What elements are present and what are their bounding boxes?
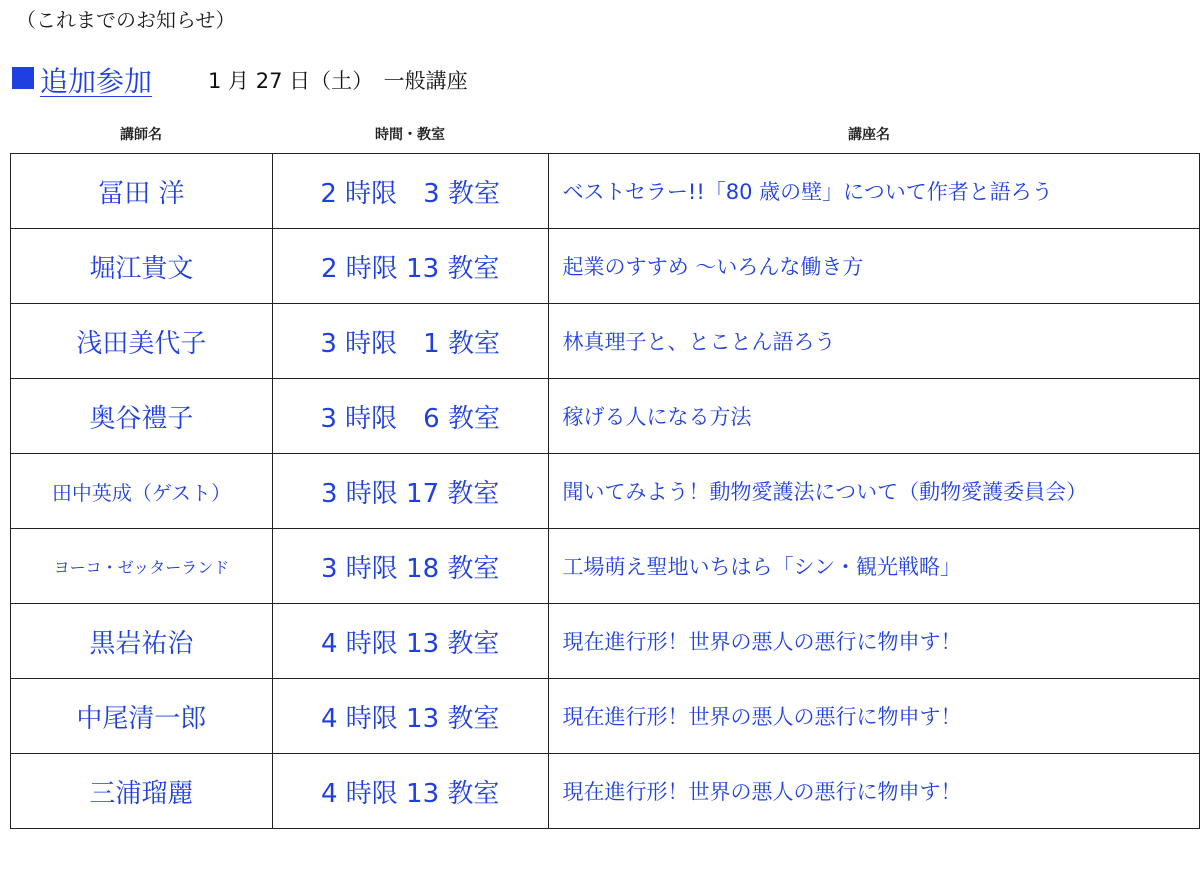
event-date-title: 1 月 27 日（土） 一般講座 [208,69,468,93]
table-row [11,529,1200,604]
table-row [11,379,1200,454]
section-heading [12,60,468,100]
blue-square-icon [12,67,34,89]
time-room-cell: 4 時限 13 教室 [272,754,548,829]
time-room-cell: 3 時限 6 教室 [272,379,548,454]
lecturer-cell: 浅田美代子 [11,304,273,379]
table-row [11,754,1200,829]
time-room-cell: 4 時限 13 教室 [272,604,548,679]
lecture-title-cell: 稼げる人になる方法 [548,379,1199,454]
table-row [11,304,1200,379]
time-room-cell: 3 時限 18 教室 [272,529,548,604]
lecturer-cell: 中尾清一郎 [11,679,273,754]
lecturer-cell: 奥谷禮子 [11,379,273,454]
time-room-cell: 3 時限 17 教室 [272,454,548,529]
time-room-cell: 4 時限 13 教室 [272,679,548,754]
table-row [11,454,1200,529]
lecture-title-cell: 起業のすすめ ～いろんな働き方 [548,229,1199,304]
lecture-title-cell: 聞いてみよう！動物愛護法について（動物愛護委員会） [548,454,1199,529]
time-room-cell: 3 時限 1 教室 [272,304,548,379]
lecturer-cell: 田中英成（ゲスト） [11,454,273,529]
time-room-cell: 2 時限 13 教室 [272,229,548,304]
lecture-title-cell: ベストセラー!!「80 歳の壁」について作者と語ろう [548,154,1199,229]
column-header-title: 講座名 [848,127,890,143]
lecturer-cell: 堀江貴文 [11,229,273,304]
lecture-title-cell: 現在進行形！世界の悪人の悪行に物申す！ [548,604,1199,679]
time-room-cell: 2 時限 3 教室 [272,154,548,229]
table-row [11,229,1200,304]
column-header-lecturer: 講師名 [120,127,162,143]
lecturer-cell: 冨田 洋 [11,154,273,229]
notice-caption: （これまでのお知らせ） [16,8,236,32]
lecture-title-cell: 工場萌え聖地いちはら「シン・観光戦略」 [548,529,1199,604]
table-row [11,679,1200,754]
lecture-title-cell: 現在進行形！世界の悪人の悪行に物申す！ [548,754,1199,829]
lecturer-cell: ヨーコ・ゼッターランド [11,529,273,604]
lecture-title-cell: 現在進行形！世界の悪人の悪行に物申す！ [548,679,1199,754]
table-row [11,154,1200,229]
additional-participation-link[interactable]: 追加参加 [40,65,153,98]
column-header-time-room: 時間・教室 [375,127,445,143]
table-row [11,604,1200,679]
lecture-title-cell: 林真理子と、とことん語ろう [548,304,1199,379]
lecturer-cell: 黒岩祐治 [11,604,273,679]
lecture-table [10,153,1200,829]
lecturer-cell: 三浦瑠麗 [11,754,273,829]
